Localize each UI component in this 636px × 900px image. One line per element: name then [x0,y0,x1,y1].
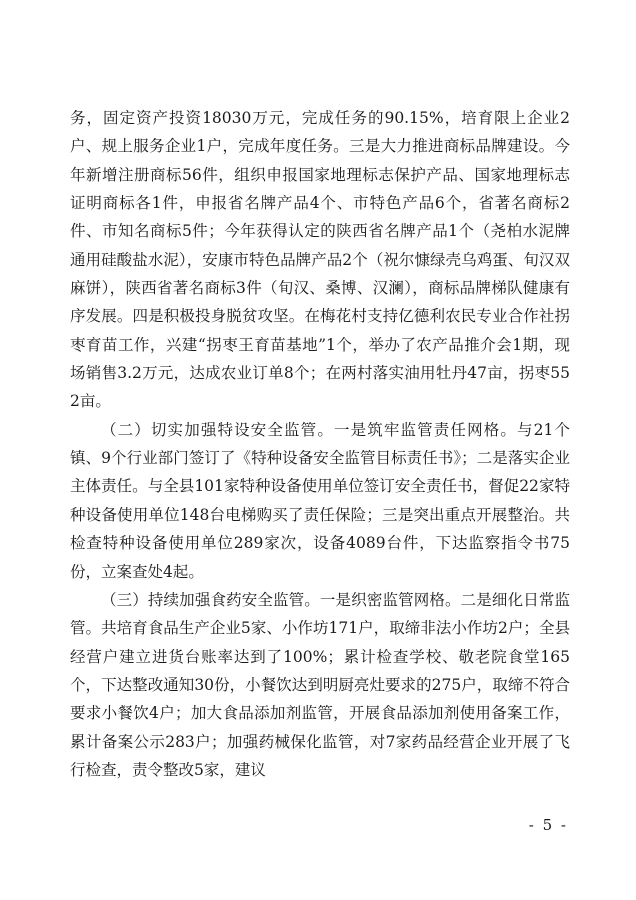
paragraph-special-equipment-safety: （二）切实加强特设安全监管。一是筑牢监管责任网格。与21个镇、9个行业部门签订了《特种设备安全监管目标责任书》；二是落实企业主体责任。与全县101家特种设备使用单位签订安全责任书，督促22家特种设备使用单位148台电梯购买了责任保险；三是突出重点开展整治。共检查特种设备使用单位289家次，设备4089台件，下达监察指令书75份，立案查处4起。 [70,420,570,581]
paragraph-food-drug-safety: （三）持续加强食药安全监管。一是织密监管网格。二是细化日常监管。共培育食品生产企业5家、小作坊171户，取缔非法小作坊2户；全县经营户建立进货台账率达到了100%；累计检查学校、敬老院食堂165个，下达整改通知30份，小餐饮达到明厨亮灶要求的275户，取缔不符合要求小餐饮4户；加大食品添加剂监管，开展食品添加剂使用备案工作，累计备案公示283户；加强药械保化监管，对7家药品经营企业开展了飞行检查，责令整改5家，建议 [70,590,570,779]
page-number: - 5 - [528,816,568,834]
paragraph-continuation: 务，固定资产投资18030万元，完成任务的90.15%，培育限上企业2户、规上服务企业1户，完成年度任务。三是大力推进商标品牌建设。今年新增注册商标56件，组织申报国家地理标志保护产品、国家地理标志证明商标各1件，申报省名牌产品4个、市特色产品6个，省著名商标2件、市知名商标5件；今年获得认定的陕西省名牌产品1个（尧柏水泥牌通用硅酸盐水泥），安康市特色品牌产品2个（祝尔慷绿壳乌鸡蛋、旬汉双麻饼），陕西省著名商标3件（旬汉、桑博、汉澜），商标品牌梯队健康有序发展。四是积极投身脱贫攻坚。在梅花村支持亿德利农民专业合作社拐枣育苗工作，兴建“拐枣王育苗基地”1个，举办了农产品推介会1期，现场销售3.2万元，达成农业订单8个；在两村落实油用牡丹47亩，拐枣552亩。 [70,109,570,411]
document-body [70,104,570,784]
